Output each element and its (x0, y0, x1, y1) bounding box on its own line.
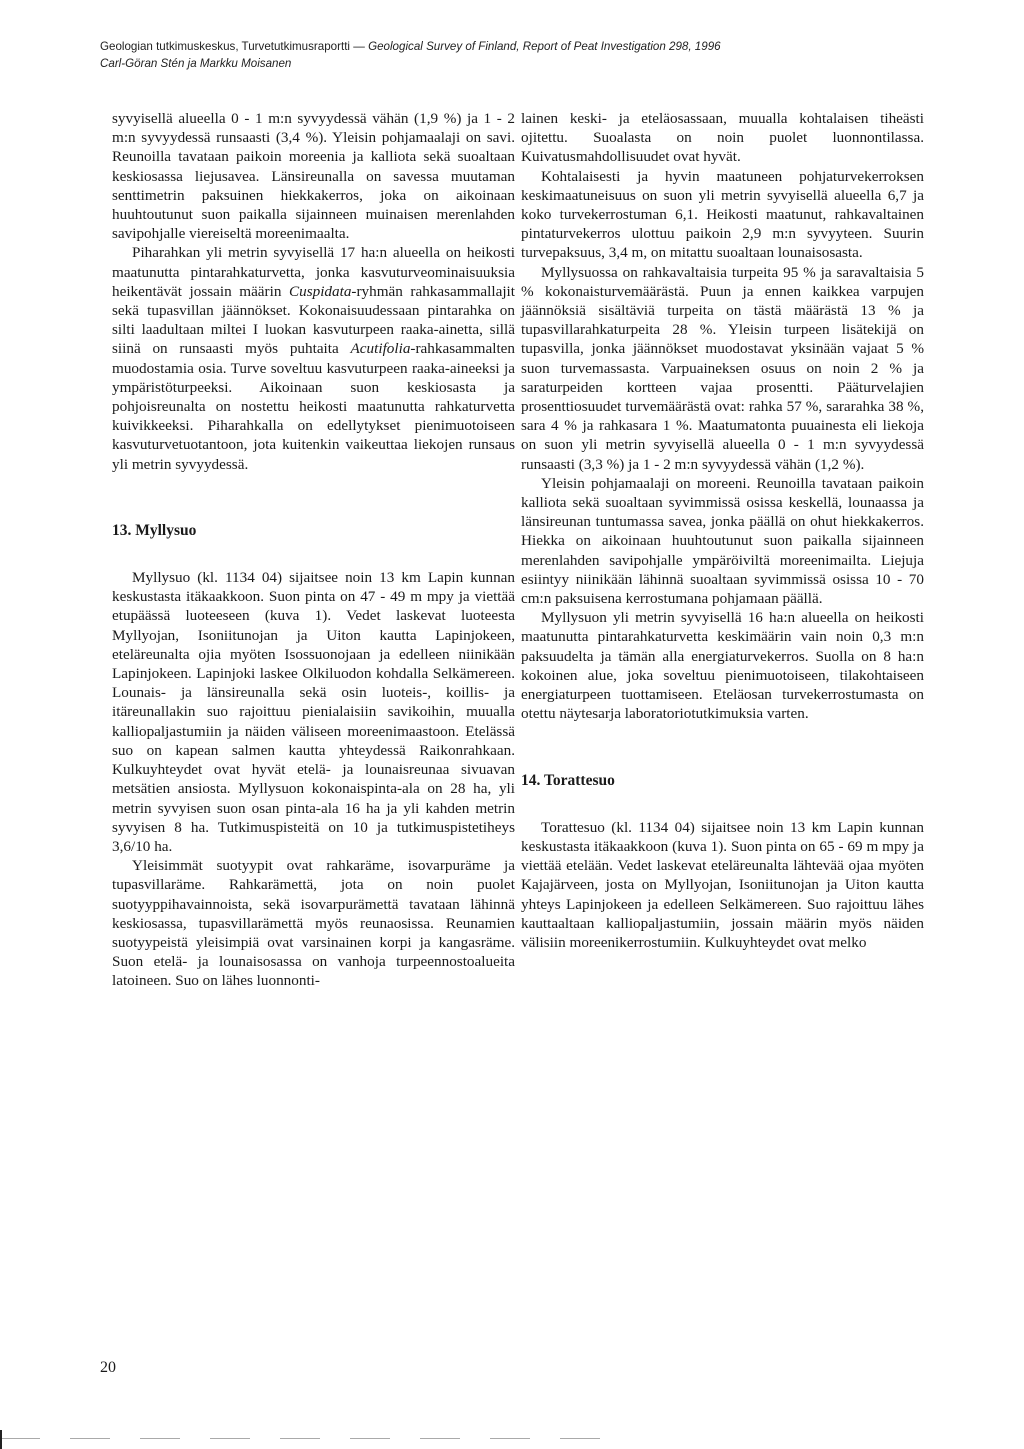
section-heading: 14. Torattesuo (521, 771, 615, 789)
taxon-name: Cuspidata (288, 282, 352, 300)
header-authors: Carl-Göran Stén ja Markku Moisanen (100, 57, 292, 70)
paragraph-text: Piharahkan yli metrin syvyisellä 17 ha:n alueella on heikosti maatunutta pintarahkaturvetta, jonka kasvuturveominaisuuksia heikentävät jossain määrin (112, 244, 515, 300)
paragraph: Myllysuon yli metrin syvyisellä 16 ha:n alueella on heikosti maatunutta pintarahkaturvetta keskimäärin vain noin 0,3 m:n paksuudelta ja tämän alla energiaturvekerros. Suolla on 8 ha:n kokoinen alue, joka soveltuu pienimuotoiseen, tilakohtaiseen energiaturpeen tuottamiseen. Eteläosan turvekerrostumasta on otettu näytesarja laboratoriotutkimuksia varten. (521, 609, 924, 723)
header-series: Geologian tutkimuskeskus, Turvetutkimusraportti — (100, 40, 369, 53)
paragraph-text: -rahkasammalten muodostamia osia. Turve soveltuu kasvuturpeen raaka-aineeksi ja ympäristöturpeeksi. Aikoinaan suon keskiosasta ja pohjoisreunalta on nostettu heikosti maatunutta rahkaturvetta kuivikkeeksi. Piharahkalla on edellytykset pienimuotoiseen kasvuturvetuotantoon, jota kuitenkin vaikeuttaa liekojen runsaus yli metrin syvyydessä. (112, 340, 515, 473)
section-heading: 13. Myllysuo (112, 521, 197, 539)
page-number: 20 (100, 1359, 116, 1376)
running-header (100, 38, 980, 72)
paragraph-text: -ryhmän rahkasammallajit sekä tupasvillan jäännökset. Kokonaisuudessaan pintarahka on silti laadultaan miltei I luokan kasvuturpeen raaka-ainetta, sillä siinä on runsaasti myös puhtaita (112, 282, 515, 358)
paragraph: Yleisin pohjamaalaji on moreeni. Reunoilla tavataan paikoin kalliota sekä suoaltaan syvimmissä osissa keskellä, lounaassa ja länsireunan tuntumassa savea, jonka päällä on ohut hiekkakerros. Hiekka on aikoinaan huuhtoutunut suon paikalla sijainneen merenlahden savipohjalle ympäröiviltä moreenimailta. Liejuja esiintyy niinikään lähinnä suoaltaan syvimmissä osissa 10 - 70 cm:n paksuisena kerrostumana pohjamaan päällä. (521, 474, 924, 608)
taxon-name: Acutifolia (350, 340, 411, 358)
paragraph: Yleisimmät suotyypit ovat rahkaräme, isovarpuräme ja tupasvillaräme. Rahkarämettä, jota on noin puolet suotyyppihavainnoista, sekä isovarpurämettä tavataan lähinnä keskiosassa, tupasvillarämettä myös reunaosissa. Reunamien suotyypeistä yleisimpiä ovat varsinainen korpi ja kangasräme. Suon etelä- ja lounaisosassa on vanhoja turpeennostoalueita latoineen. Suo on lähes luonnonti- (112, 857, 515, 990)
paragraph: syvyisellä alueella 0 - 1 m:n syvyydessä vähän (1,9 %) ja 1 - 2 m:n syvyydessä runsaasti (3,4 %). Yleisin pohjamaalaji on savi. Reunoilla tavataan paikoin moreenia ja kalliota sekä suoaltaan keskiosassa liejusavea. Länsireunalla on savessa muutaman senttimetrin paksuinen hiekkakerros, joka on aikoinaan huuhtoutunut suon paikalla sijainneen muinaisen merenlahden savipohjalle viereiseltä moreenimaalta. (112, 110, 515, 243)
header-series-line (100, 38, 980, 55)
paragraph: Kohtalaisesti ja hyvin maatuneen pohjaturvekerroksen keskimaatuneisuus on suon yli metrin syvyisellä alueella 6,7 ja koko turvekerrostuman 6,1. Heikosti maatunut, rahkavaltainen pintaturvekerros ulottuu paikoin 2,9 m:n syvyyteen. Suurin turvepaksuus, 3,4 m, on mitattu suoaltaan lounaisosasta. (521, 167, 924, 262)
left-column (112, 109, 515, 991)
scan-artifact-mark (0, 1430, 2, 1449)
paragraph: lainen keski- ja eteläosassaan, muualla kohtalaisen tiheästi ojitettu. Suoalasta on noin puolet luonnontilassa. Kuivatusmahdollisuudet ovat hyvät. (521, 110, 924, 166)
scan-artifact-line (0, 1438, 600, 1439)
header-series-en: Geological Survey of Finland, Report of Peat Investigation 298, 1996 (368, 40, 721, 53)
paragraph: Torattesuo (kl. 1134 04) sijaitsee noin 13 km Lapin kunnan keskustasta itäkaakkoon (kuva 1). Suon pinta on 65 - 69 m mpy ja viettää etelään. Vedet laskevat eteläreunalta lähtevää ojaa myöten Kajajärveen, josta on Myllyojan, Isoniitunojan ja Uiton kautta yhteys Lapinjokeen ja edelleen Selkämereen. Suo rajoittuu lähes kauttaaltaan kalliopaljastumiin, jossain määrin myös näiden välisiin moreenikerrostumiin. Kulkuyhteydet ovat melko (521, 818, 924, 951)
paragraph (112, 243, 515, 473)
right-column (521, 109, 924, 952)
paragraph: Myllysuossa on rahkavaltaisia turpeita 95 % ja saravaltaisia 5 % kokonaisturvemäärästä. Puun ja ennen kaikkea varpujen jäännöksiä sisältäviä turpeita on tästä määrästä 13 % ja tupasvillarahkaturpeita 28 %. Yleisin turpeen lisätekijä on tupasvilla, jonka jäännökset muodostavat yksinään vajaat 5 % suon turvemassasta. Varpuaineksen osuus on noin 2 % ja saraturpeiden kortteen vajaa prosentti. Pääturvelajien prosenttiosuudet turvemäärästä ovat: rahka 57 %, sararahka 38 %, sara 4 % ja rahkasara 1 %. Maatumatonta puuainesta eli liekoja on suon yli metrin syvyisellä alueella 0 - 1 m:n syvyydessä runsaasti (3,3 %) ja 1 - 2 m:n syvyydessä vähän (1,2 %). (521, 263, 924, 473)
paragraph: Myllysuo (kl. 1134 04) sijaitsee noin 13 km Lapin kunnan keskustasta itäkaakkoon. Suon pinta on 47 - 49 m mpy ja viettää etupäässä luoteeseen (kuva 1). Vedet laskevat luoteesta Myllyojan, Isoniitunojan ja Uiton kautta Lapinjokeen, eteläreunalta ojia myöten Isossuonojaan ja edelleen niinikään Lapinjokeen. Lapinjoki laskee Olkiluodon kohdalla Selkämereen. Lounais- ja länsireunalla sekä osin luoteis-, koillis- ja itäreunallakin suo rajoittuu pienialaisiin savikoihin, muualla kalliopaljastumiin ja näiden väliseen moreenimaastoon. Etelässä suo on kapean salmen kautta yhteydessä Raikonrahkaan. Kulkuyhteydet ovat hyvät etelä- ja lounaisreunaa sivuavan metsätien ansiosta. Myllysuon kokonaispinta-ala on 28 ha, yli metrin syvyisen suon osan pinta-ala 16 ha ja yli kahden metrin syvyisen 8 ha. Tutkimuspisteitä on 10 ja tutkimuspistetiheys 3,6/10 ha. (112, 569, 515, 855)
